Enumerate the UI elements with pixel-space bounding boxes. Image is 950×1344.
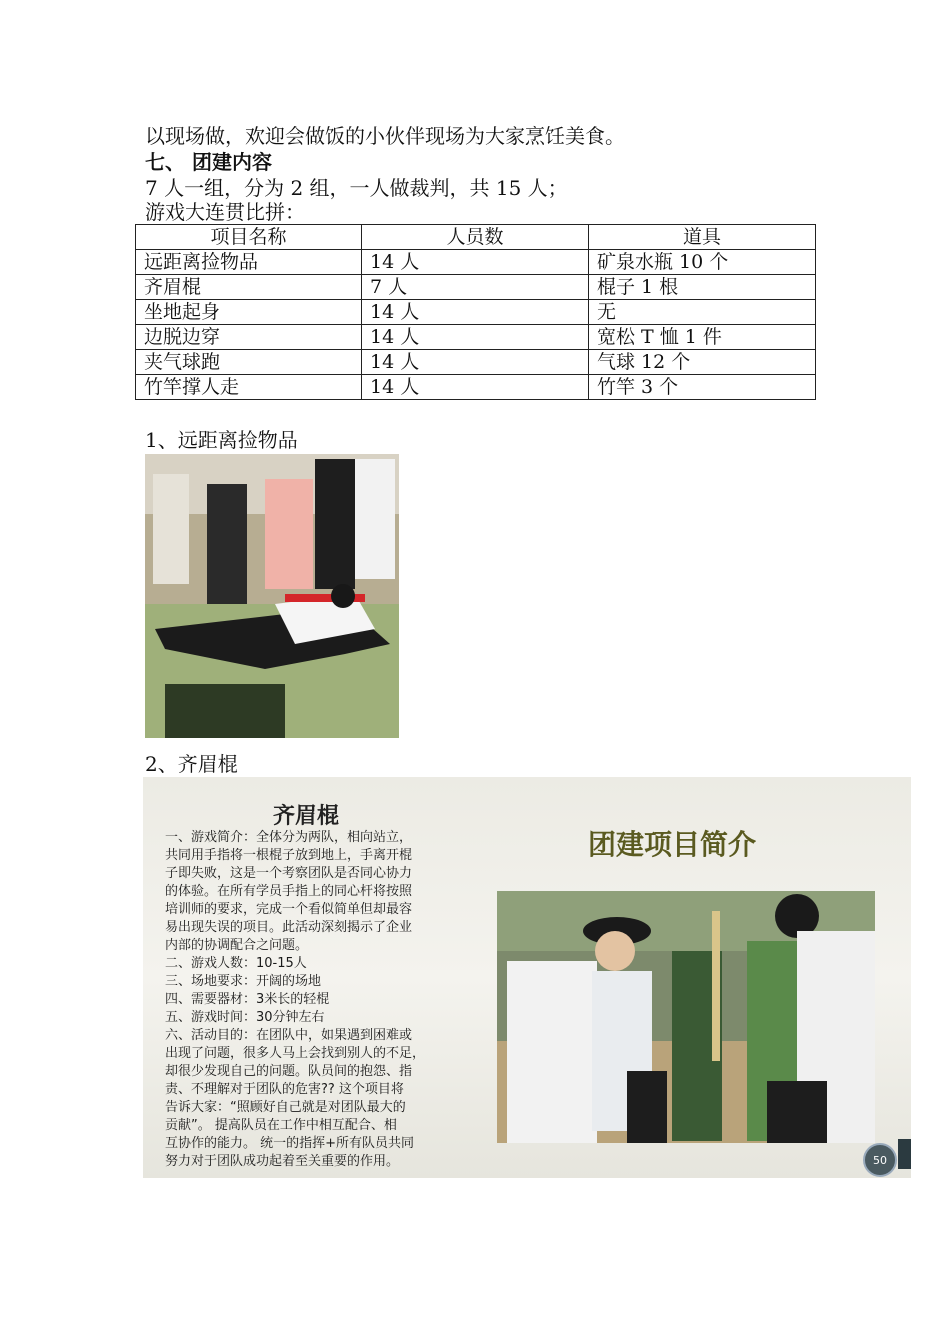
cell-props: 棍子 1 根	[589, 275, 816, 300]
cell-project: 夹气球跑	[136, 350, 362, 375]
header-project: 项目名称	[136, 225, 362, 250]
slide-line: 内部的协调配合之问题。	[165, 938, 309, 953]
section-heading: 七、 团建内容	[145, 150, 272, 174]
slide-title: 齐眉棍	[273, 804, 340, 829]
cell-people: 14 人	[362, 325, 589, 350]
slide-line: 告诉大家：“照顾好自己就是对团队最大的	[165, 1100, 406, 1115]
slide-line: 子即失败，这是一个考察团队是否同心协力	[165, 866, 413, 881]
slide-page-badge: 50	[863, 1143, 897, 1177]
slide-line: 的体验。在所有学员手指上的同心杆将按照	[165, 884, 413, 899]
long-distance-pickup-photo	[145, 454, 399, 738]
cell-props: 竹竿 3 个	[589, 375, 816, 400]
slide-line: 贡献”。 提高队员在工作中相互配合、相	[165, 1118, 397, 1133]
slide-line: 六、活动目的：在团队中，如果遇到困难或	[165, 1028, 413, 1043]
slide-line: 出现了问题，很多人马上会找到别人的不足，	[165, 1046, 426, 1061]
cell-project: 边脱边穿	[136, 325, 362, 350]
slide-body	[165, 829, 465, 1171]
group-info-paragraph: 7 人一组，分为 2 组，一人做裁判，共 15 人；	[145, 176, 568, 200]
cell-people: 14 人	[362, 300, 589, 325]
table-row	[136, 375, 816, 400]
table-row	[136, 300, 816, 325]
slide-line: 责、不理解对于团队的危害?? 这个项目将	[165, 1082, 404, 1097]
table-row	[136, 325, 816, 350]
caption-item2: 2、齐眉棍	[145, 752, 238, 776]
cell-props: 宽松 T 恤 1 件	[589, 325, 816, 350]
intro-paragraph: 以现场做，欢迎会做饭的小伙伴现场为大家烹饪美食。	[145, 124, 625, 148]
cell-project: 齐眉棍	[136, 275, 362, 300]
slide-line: 却很少发现自己的问题。队员间的抱怨、指	[165, 1064, 413, 1079]
header-people: 人员数	[362, 225, 589, 250]
qimeigun-slide	[143, 777, 911, 1178]
table-row	[136, 350, 816, 375]
activity-table	[135, 224, 816, 400]
slide-line: 共同用手指将一根棍子放到地上，手离开棍	[165, 848, 413, 863]
slide-line: 培训师的要求，完成一个看似简单但却最容	[165, 902, 413, 917]
slide-line: 一、游戏简介：全体分为两队，相向站立，	[165, 830, 413, 845]
cell-project: 远距离捡物品	[136, 250, 362, 275]
table-header-row	[136, 225, 816, 250]
cell-people: 7 人	[362, 275, 589, 300]
slide-line: 二、游戏人数：10-15人	[165, 956, 307, 971]
cell-props: 无	[589, 300, 816, 325]
cell-project: 竹竿撑人走	[136, 375, 362, 400]
cell-people: 14 人	[362, 250, 589, 275]
relay-label: 游戏大连贯比拼：	[145, 200, 305, 224]
cell-props: 矿泉水瓶 10 个	[589, 250, 816, 275]
slide-line: 努力对于团队成功起着至关重要的作用。	[165, 1154, 400, 1169]
slide-edge-decoration	[898, 1139, 911, 1169]
cell-people: 14 人	[362, 375, 589, 400]
caption-item1: 1、远距离捡物品	[145, 428, 298, 452]
cell-project: 坐地起身	[136, 300, 362, 325]
slide-line: 四、需要器材：3米长的轻棍	[165, 992, 330, 1007]
table-row	[136, 250, 816, 275]
slide-line: 五、游戏时间：30分钟左右	[165, 1010, 325, 1025]
qimeigun-team-photo	[497, 891, 875, 1143]
slide-line: 易出现失误的项目。此活动深刻揭示了企业	[165, 920, 413, 935]
table-row	[136, 275, 816, 300]
cell-props: 气球 12 个	[589, 350, 816, 375]
slide-heading: 团建项目简介	[588, 828, 757, 861]
slide-line: 互协作的能力。 统一的指挥+所有队员共同	[165, 1136, 415, 1151]
slide-line: 三、场地要求：开阔的场地	[165, 974, 322, 989]
cell-people: 14 人	[362, 350, 589, 375]
header-props: 道具	[589, 225, 816, 250]
